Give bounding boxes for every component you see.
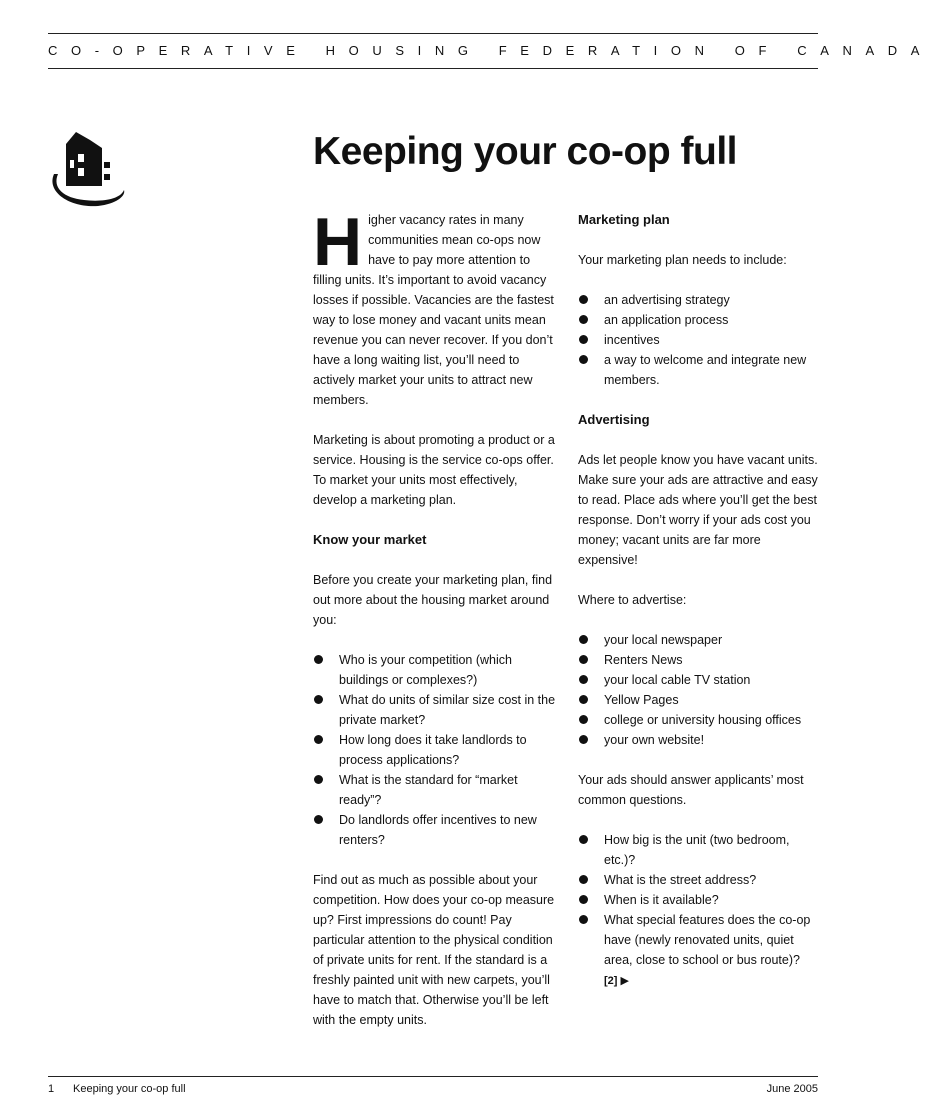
left-column — [313, 204, 558, 1050]
footer-date: June 2005 — [766, 1083, 818, 1095]
list-item: When is it available? — [578, 890, 823, 910]
intro-text: igher vacancy rates in many communities mean co-ops now have to pay more attention to filling units. It’s important to avoid vacancy losses if possible. Vacancies are the fastest way to lose money and vacant units mean revenue you can never recover. If you don’t have a long waiting list, you’ll need to actively market your units to attract new members. — [313, 213, 554, 407]
list-item: Renters News — [578, 650, 823, 670]
list-item: What special features does the co-op have (newly renovated units, quiet area, close to school or bus route)? — [578, 910, 823, 970]
header-bottom-rule — [48, 68, 818, 69]
building-logo-icon — [44, 130, 128, 214]
list-item: What do units of similar size cost in the private market? — [313, 690, 558, 730]
marketing-plan-intro: Your marketing plan needs to include: — [578, 253, 787, 267]
marketing-plan-heading: Marketing plan — [578, 212, 670, 227]
questions-list — [313, 650, 558, 850]
where-items-list — [578, 630, 823, 750]
advertising-paragraph: Ads let people know you have vacant units. Make sure your ads are attractive and easy to read. Place ads where you’ll get the best response. Don’t worry if your ads cost you money; vacant units are far more expensive! — [578, 453, 818, 567]
intro-paragraph — [313, 204, 558, 410]
list-item: your local cable TV station — [578, 670, 823, 690]
list-item: Do landlords offer incentives to new renters? — [313, 810, 558, 850]
right-column — [578, 210, 823, 991]
list-item: incentives — [578, 330, 823, 350]
where-to-advertise-intro: Where to advertise: — [578, 593, 687, 607]
plan-items-list — [578, 290, 823, 390]
list-item: college or university housing offices — [578, 710, 823, 730]
header-top-rule — [48, 33, 818, 34]
answers-paragraph: Your ads should answer applicants’ most common questions. — [578, 773, 804, 807]
page-number: 1 — [48, 1083, 55, 1095]
list-item: Yellow Pages — [578, 690, 823, 710]
list-item: an application process — [578, 310, 823, 330]
page-title: Keeping your co-op full — [313, 130, 737, 173]
organization-name: CO-OPERATIVE HOUSING FEDERATION OF CANADA — [48, 43, 933, 58]
list-item: your own website! — [578, 730, 823, 750]
list-item: What is the standard for “market ready”? — [313, 770, 558, 810]
list-item: How big is the unit (two bedroom, etc.)? — [578, 830, 823, 870]
list-item: an advertising strategy — [578, 290, 823, 310]
competition-paragraph: Find out as much as possible about your competition. How does your co-op measure up? First impressions do count! Pay particular attention to the physical condition of private units for rent. If the standard is a freshly painted unit with new carpets, you’ll have to match that. Otherwise you’ll be left with the empty units. — [313, 873, 555, 1027]
know-market-heading: Know your market — [313, 532, 427, 547]
list-item: What is the street address? — [578, 870, 823, 890]
know-market-intro: Before you create your marketing plan, find out more about the housing market around you: — [313, 573, 553, 627]
list-item: your local newspaper — [578, 630, 823, 650]
advertising-heading: Advertising — [578, 412, 650, 427]
footer-title: Keeping your co-op full — [73, 1083, 186, 1095]
continued-wrapper — [578, 970, 823, 991]
marketing-paragraph: Marketing is about promoting a product or a service. Housing is the service co-ops offer. To market your units most effectively, develop a marketing plan. — [313, 433, 555, 507]
list-item: How long does it take landlords to process applications? — [313, 730, 558, 770]
drop-cap: H — [313, 204, 363, 280]
continued-link[interactable]: [2] ▶ — [604, 975, 629, 987]
list-item: a way to welcome and integrate new members. — [578, 350, 823, 390]
footer-rule — [48, 1076, 818, 1077]
list-item: Who is your competition (which buildings or complexes?) — [313, 650, 558, 690]
answer-items-list — [578, 830, 823, 970]
